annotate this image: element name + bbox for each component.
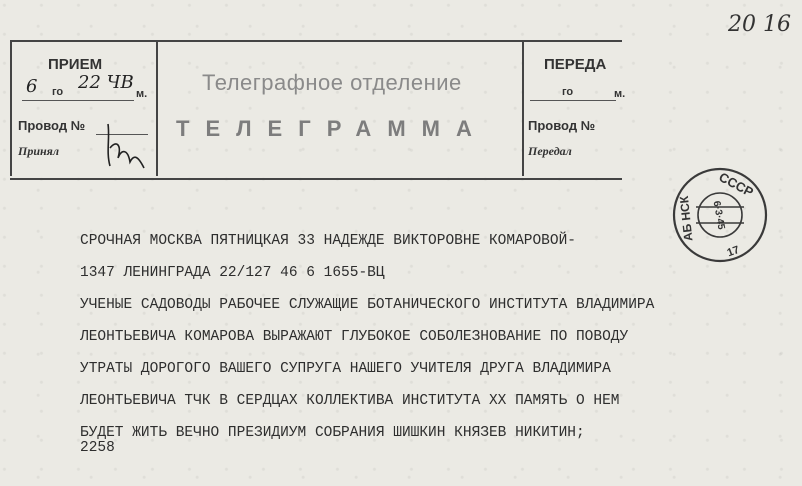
- transmission-section: [522, 42, 624, 176]
- page-number: 20 16: [728, 12, 791, 37]
- transmission-date-line: [530, 100, 616, 101]
- accepted-label: Принял: [18, 144, 60, 158]
- reception-section: [10, 42, 158, 176]
- stamp-bottom-number: 17: [725, 243, 742, 260]
- wire-label: Провод №: [18, 118, 86, 133]
- reception-time-abbr: м.: [136, 88, 148, 100]
- message-body: [80, 225, 720, 449]
- transmission-time-abbr: м.: [614, 88, 626, 100]
- message-line: БУДЕТ ЖИТЬ ВЕЧНО ПРЕЗИДИУМ СОБРАНИЯ ШИШКИН КНЯЗЕВ НИКИТИН;: [80, 425, 585, 441]
- message-line: ЛЕОНТЬЕВИЧА КОМАРОВА ВЫРАЖАЮТ ГЛУБОКОЕ СОБОЛЕЗНОВАНИЕ ПО ПОВОДУ: [80, 329, 629, 345]
- telegram-title: ТЕЛЕГРАММА: [176, 116, 488, 141]
- reception-date: 22 ЧВ: [78, 72, 134, 93]
- stamp-side-text: АБ НСК: [676, 195, 696, 242]
- transmission-wire-label: Провод №: [528, 118, 596, 133]
- operator-signature: [100, 118, 150, 174]
- sent-by-label: Передал: [528, 144, 572, 158]
- message-tail-code: 2258: [80, 440, 115, 456]
- reception-day: 6: [26, 76, 38, 97]
- reception-year-abbr: го: [52, 86, 64, 98]
- stamp-outer-text: СССР: [716, 169, 756, 200]
- transmission-label: ПЕРЕДА: [544, 56, 607, 73]
- message-line: УТРАТЫ ДОРОГОГО ВАШЕГО СУПРУГА НАШЕГО УЧИТЕЛЯ ДРУГА ВЛАДИМИРА: [80, 361, 611, 377]
- header-title-section: [156, 42, 520, 176]
- message-line: СРОЧНАЯ МОСКВА ПЯТНИЦКАЯ 33 НАДЕЖДЕ ВИКТОРОВНЕ КОМАРОВОЙ-: [80, 233, 576, 249]
- reception-label: ПРИЕМ: [48, 56, 103, 73]
- message-line: УЧЕНЫЕ САДОВОДЫ РАБОЧЕЕ СЛУЖАЩИЕ БОТАНИЧЕСКОГО ИНСТИТУТА ВЛАДИМИРА: [80, 297, 655, 313]
- department-title: Телеграфное отделение: [202, 70, 462, 95]
- message-line: 1347 ЛЕНИНГРАДА 22/127 46 6 1655-ВЦ: [80, 265, 385, 281]
- transmission-year-abbr: го: [562, 86, 574, 98]
- message-line: ЛЕОНТЬЕВИЧА ТЧК В СЕРДЦАХ КОЛЛЕКТИВА ИНСТИТУТА ХХ ПАМЯТЬ О НЕМ: [80, 393, 620, 409]
- reception-date-line: [22, 100, 134, 101]
- stamp-date: 6·3·45: [710, 200, 727, 231]
